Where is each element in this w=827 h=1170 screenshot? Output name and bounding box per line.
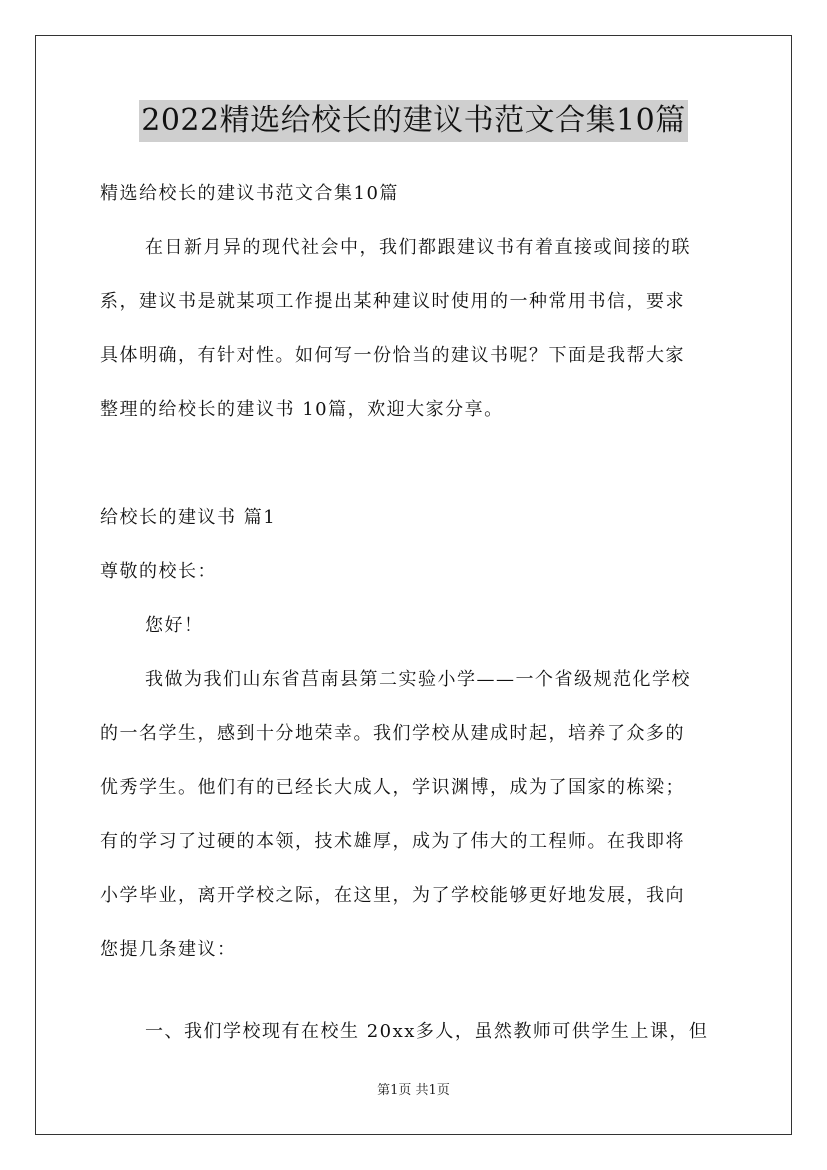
intro-line: 在日新月异的现代社会中，我们都跟建议书有着直接或间接的联 [145,237,691,258]
point-one-line: 一、我们学校现有在校生 20xx多人，虽然教师可供学生上课，但 [145,1021,709,1042]
greeting: 您好！ [145,615,204,636]
body-line: 我做为我们山东省莒南县第二实验小学——一个省级规范化学校 [145,669,691,690]
body-line: 小学毕业，离开学校之际，在这里，为了学校能够更好地发展，我向 [100,885,685,906]
document-subtitle: 精选给校长的建议书范文合集10篇 [100,183,399,204]
body-line: 的一名学生，感到十分地荣幸。我们学校从建成时起，培养了众多的 [100,723,685,744]
intro-line: 具体明确，有针对性。如何写一份恰当的建议书呢？下面是我帮大家 [100,345,685,366]
body-line: 有的学习了过硬的本领，技术雄厚，成为了伟大的工程师。在我即将 [100,831,685,852]
title-container [0,100,827,142]
salutation: 尊敬的校长： [100,561,217,582]
body-line: 您提几条建议： [100,939,237,960]
intro-line: 整理的给校长的建议书 10篇，欢迎大家分享。 [100,399,504,420]
intro-line: 系，建议书是就某项工作提出某种建议时使用的一种常用书信，要求 [100,291,685,312]
document-title: 2022精选给校长的建议书范文合集10篇 [139,100,688,142]
section-heading: 给校长的建议书 篇1 [100,507,277,528]
page-footer: 第1页 共1页 [377,1083,450,1098]
body-line: 优秀学生。他们有的已经长大成人，学识渊博，成为了国家的栋梁； [100,777,685,798]
